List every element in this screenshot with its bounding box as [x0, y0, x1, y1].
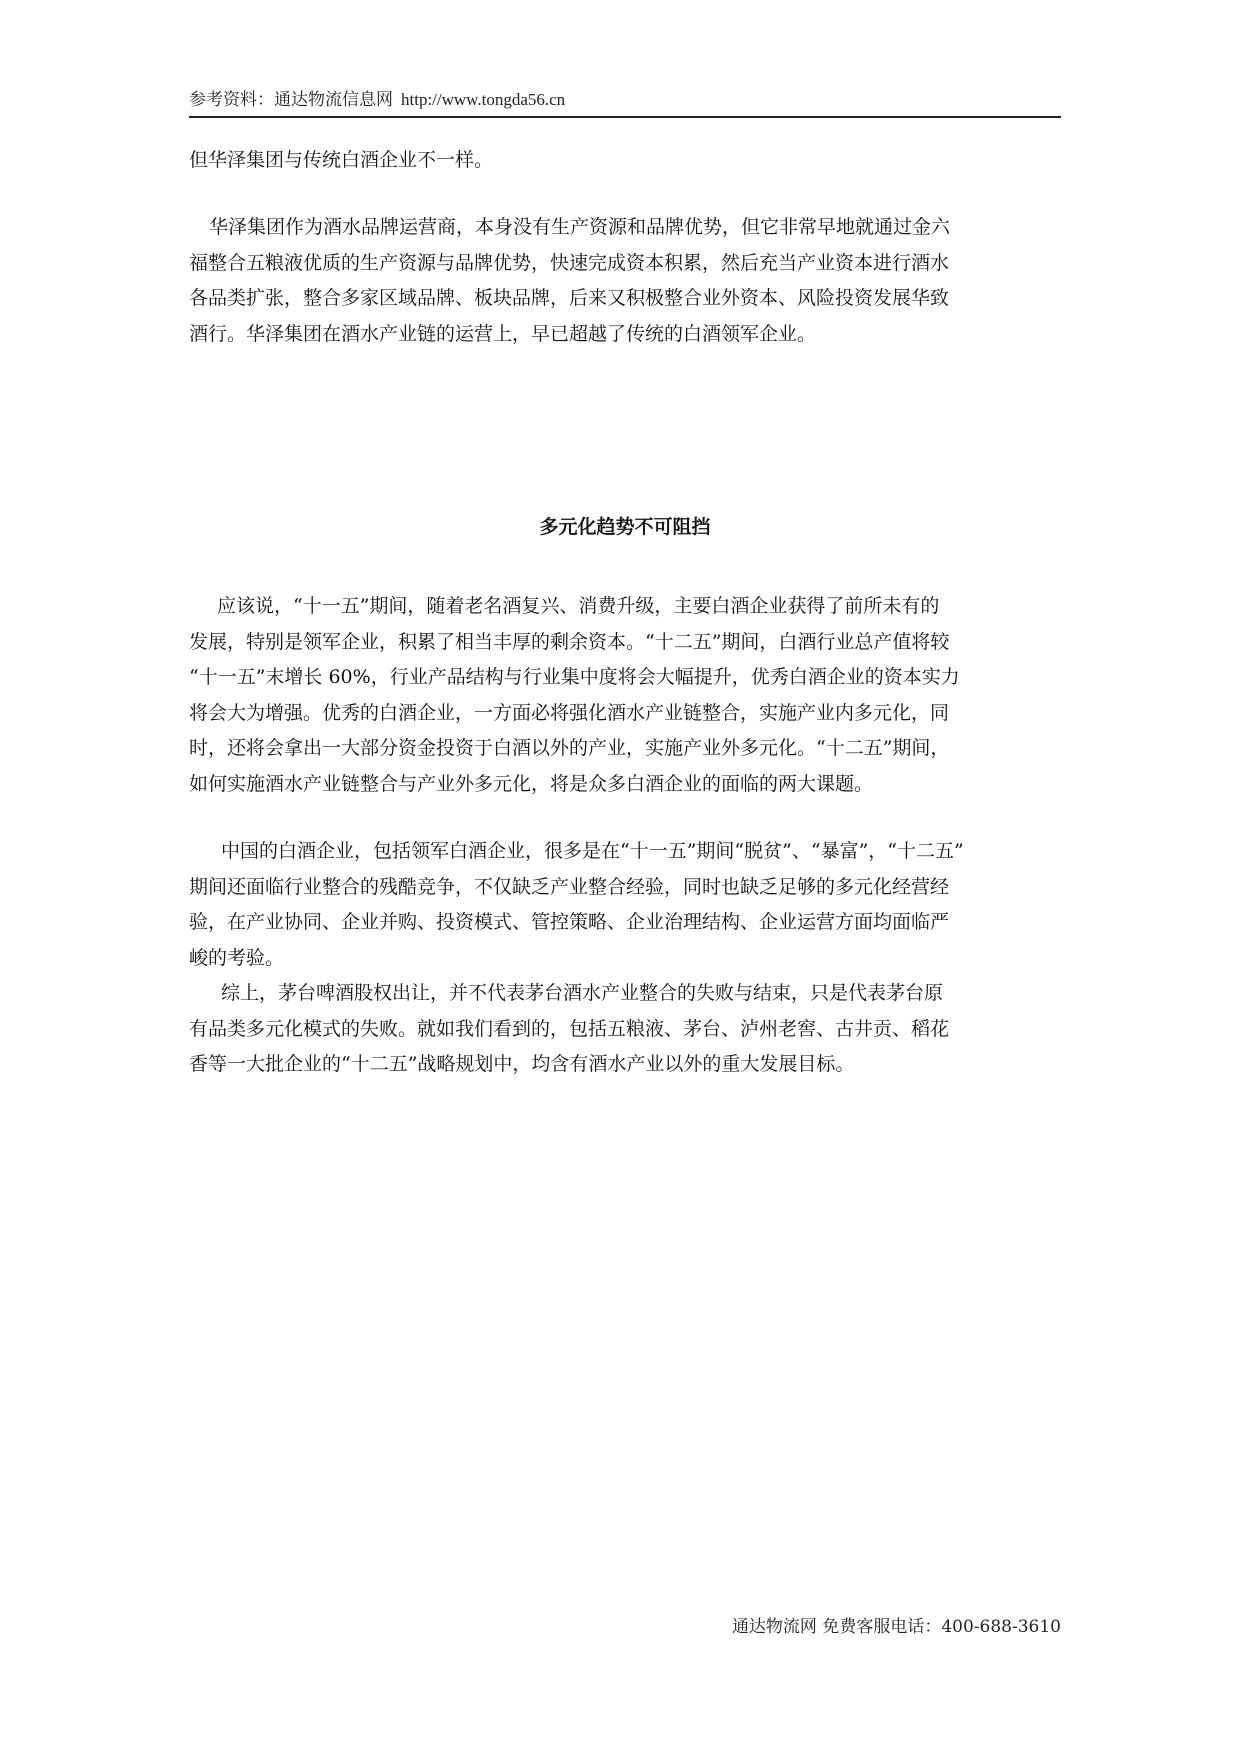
paragraph-4	[189, 834, 1061, 976]
paragraph-5	[189, 976, 1061, 1083]
paragraph-line: 各品类扩张，整合多家区域品牌、板块品牌，后来又积极整合业外资本、风险投资发展华致	[189, 287, 950, 309]
paragraph-line: 华泽集团作为酒水品牌运营商，本身没有生产资源和品牌优势，但它非常早地就通过金六	[209, 216, 951, 238]
paragraph-3	[189, 589, 1061, 802]
paragraph-line: 期间还面临行业整合的残酷竞争，不仅缺乏产业整合经验，同时也缺乏足够的多元化经营经	[189, 875, 950, 898]
paragraph-line: “十一五”末增长 60%，行业产品结构与行业集中度将会大幅提升，优秀白酒企业的资本实力	[189, 666, 960, 688]
paragraph-line: 福整合五粮液优质的生产资源与品牌优势，快速完成资本积累，然后充当产业资本进行酒水	[189, 251, 950, 274]
paragraph-line: 时，还将会拿出一大部分资金投资于白酒以外的产业，实施产业外多元化。“十二五”期间，	[189, 737, 950, 759]
paragraph-line: 验，在产业协同、企业并购、投资模式、管控策略、企业治理结构、企业运营方面均面临严	[189, 911, 950, 933]
paragraph-line: 发展，特别是领军企业，积累了相当丰厚的剩余资本。“十二五”期间，白酒行业总产值将较	[189, 630, 950, 653]
page-header	[189, 90, 1061, 118]
page-footer: 通达物流网 免费客服电话：400-688-3610	[731, 1617, 1061, 1637]
paragraph-line: 峻的考验。	[189, 946, 285, 969]
header-url[interactable]: http://www.tongda56.cn	[401, 90, 566, 109]
paragraph-line: 有品类多元化模式的失败。就如我们看到的，包括五粮液、茅台、泸州老窖、古井贡、稻花	[189, 1017, 950, 1040]
paragraph-1	[189, 143, 1061, 179]
paragraph-line: 酒行。华泽集团在酒水产业链的运营上，早已超越了传统的白酒领军企业。	[189, 322, 817, 345]
paragraph-line: 香等一大批企业的“十二五”战略规划中，均含有酒水产业以外的重大发展目标。	[189, 1053, 855, 1075]
paragraph-line: 中国的白酒企业，包括领军白酒企业，很多是在“十一五”期间“脱贫”、“暴富”，“十二五”	[221, 840, 964, 862]
paragraph-line: 但华泽集团与传统白酒企业不一样。	[189, 149, 494, 171]
paragraph-2	[189, 210, 1061, 352]
section-title: 多元化趋势不可阻挡	[539, 516, 711, 538]
paragraph-line: 如何实施酒水产业链整合与产业外多元化，将是众多白酒企业的面临的两大课题。	[189, 772, 874, 795]
header-label: 参考资料：通达物流信息网	[189, 90, 393, 110]
paragraph-line: 综上，茅台啤酒股权出让，并不代表茅台酒水产业整合的失败与结束，只是代表茅台原	[221, 982, 944, 1004]
paragraph-line: 应该说，“十一五”期间，随着老名酒复兴、消费升级，主要白酒企业获得了前所未有的	[217, 595, 940, 617]
paragraph-line: 将会大为增强。优秀的白酒企业，一方面必将强化酒水产业链整合，实施产业内多元化，同	[189, 701, 950, 724]
